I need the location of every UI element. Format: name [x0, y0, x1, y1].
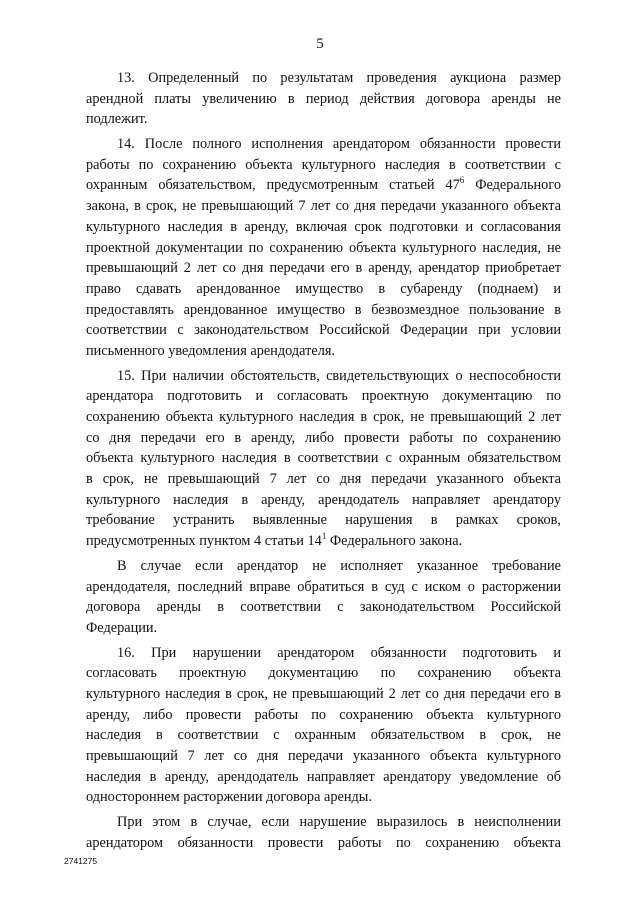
- text-line: право сдавать арендованное имущество в субаренду (поднаем) и: [86, 280, 561, 297]
- text-line: 15. При наличии обстоятельств, свидетельствующих о неспособности: [117, 367, 561, 384]
- text-line-with-superscript: [86, 175, 561, 196]
- text-line: 14. После полного исполнения арендатором обязанности провести: [117, 136, 561, 153]
- text-line: В случае если арендатор не исполняет указанное требование: [117, 557, 561, 574]
- text-line: требование устранить выявленные нарушения в рамках сроков,: [86, 512, 561, 529]
- text-line: При этом в случае, если нарушение выразилось в неисполнении: [117, 814, 561, 831]
- text-line: согласовать проектную документацию по сохранению объекта: [86, 665, 561, 682]
- text-line: сохранению объекта культурного наследия в срок, не превышающий 2 лет: [86, 409, 561, 425]
- document-code: 2741275: [64, 856, 98, 866]
- text-line: письменного уведомления арендодателя.: [86, 342, 335, 359]
- text-fragment: охранным обязательством, предусмотренным статьей 47: [86, 177, 460, 194]
- paragraph-15: [86, 366, 561, 552]
- text-line: договора аренды в соответствии с законодательством Российской: [86, 599, 561, 616]
- paragraph-16-continuation: [86, 812, 561, 853]
- text-line: аренду, либо провести работы по сохранению объекта культурного: [86, 706, 561, 723]
- text-line: в срок, не превышающий 7 лет со дня передачи указанного объекта: [86, 471, 561, 488]
- superscript: 6: [459, 175, 465, 186]
- text-line: проектной документации по сохранению объекта культурного наследия, не: [86, 239, 561, 256]
- text-line: одностороннем расторжении договора аренды.: [86, 789, 372, 806]
- text-line: со дня передачи его в аренду, либо провести работы по сохранению: [86, 429, 561, 446]
- text-line: 13. Определенный по результатам проведения аукциона размер: [117, 70, 561, 86]
- text-line-with-superscript: [86, 531, 561, 552]
- text-line: подлежит.: [86, 111, 148, 128]
- text-line: превышающий 7 лет со дня передачи указанного объекта культурного: [86, 748, 561, 764]
- text-fragment: предусмотренных пунктом 4 статьи 14: [86, 533, 322, 550]
- paragraph-14: [86, 134, 561, 362]
- text-line: предоставлять арендованное имущество в безвозмездное пользование в: [86, 301, 561, 318]
- text-line: наследия в аренду, арендодатель направляет арендатору уведомление об: [86, 768, 561, 785]
- document-body: [86, 68, 561, 853]
- text-line: культурного наследия в аренду, включая срок подготовки и согласования: [86, 218, 561, 235]
- text-line: наследия в соответствии с охранным обязательством в срок, не: [86, 727, 561, 744]
- text-line: культурного наследия в аренду, арендодатель направляет арендатору: [86, 491, 561, 508]
- text-fragment: Федерального: [464, 177, 561, 194]
- text-fragment: Федерального закона.: [326, 533, 463, 550]
- text-line: закона, в срок, не превышающий 7 лет со дня передачи указанного объекта: [86, 198, 561, 215]
- text-line: 16. При нарушении арендатором обязанности подготовить и: [117, 644, 561, 661]
- superscript: 1: [321, 531, 327, 542]
- text-line: арендатора подготовить и согласовать проектную документацию по: [86, 388, 561, 405]
- text-line: превышающий 2 лет со дня передачи его в аренду, арендатор приобретает: [86, 260, 561, 277]
- text-line: работы по сохранению объекта культурного наследия в соответствии с: [86, 156, 561, 173]
- text-line: арендной платы увеличению в период действия договора аренды не: [86, 90, 561, 107]
- text-line: объекта культурного наследия в соответствии с охранным обязательством: [86, 450, 561, 467]
- paragraph-13: [86, 68, 561, 130]
- paragraph-16: [86, 643, 561, 809]
- text-line: соответствии с законодательством Российской Федерации при условии: [86, 322, 561, 339]
- text-line: Федерации.: [86, 619, 158, 636]
- paragraph-15-continuation: [86, 556, 561, 639]
- page-number: 5: [316, 36, 324, 52]
- text-line: культурного наследия в срок, не превышающий 2 лет со дня передачи его в: [86, 685, 561, 702]
- text-line: арендодателя, последний вправе обратиться в суд с иском о расторжении: [86, 578, 561, 595]
- text-line: арендатором обязанности провести работы по сохранению объекта: [86, 834, 561, 851]
